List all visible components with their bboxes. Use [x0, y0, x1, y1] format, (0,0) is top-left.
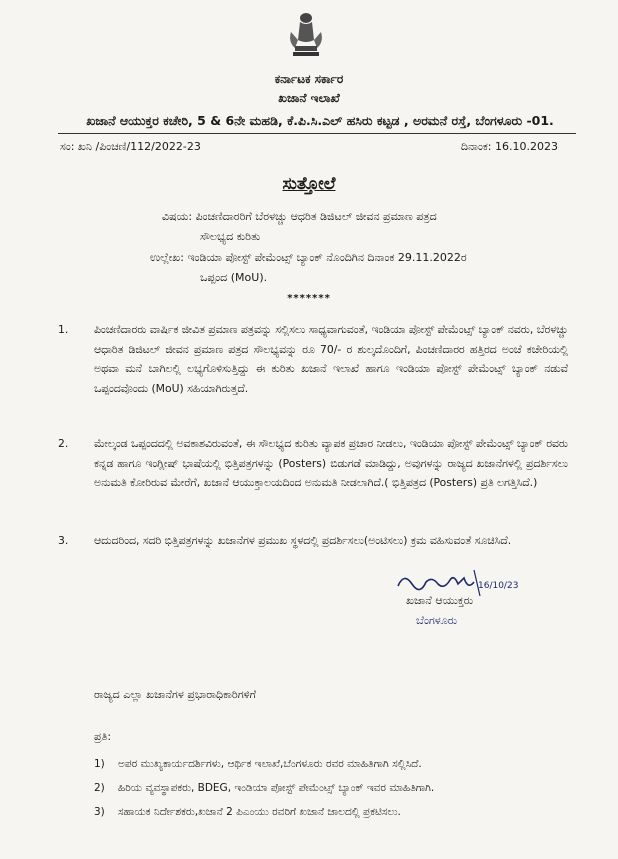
department-name: ಖಜಾನೆ ಇಲಾಖೆ [278, 91, 340, 105]
copy-number: 2) [94, 782, 105, 794]
addressee: ರಾಜ್ಯದ ಎಲ್ಲಾ ಖಜಾನೆಗಳ ಪ್ರಭಾರಾಧಿಕಾರಿಗಳಿಗೆ [94, 688, 257, 701]
paragraph-text: ಮೇಲ್ಕಂಡ ಒಪ್ಪಂದದಲ್ಲಿ ಅವಕಾಶವಿರುವಂತೆ, ಈ ಸೌಲಭ್ಯದ ಕುರಿತು ವ್ಯಾಪಕ ಪ್ರಚಾರ ನೀಡಲು, ಇಂಡಿಯಾ ಪೋಸ್ಟ್ ಪೇಮೆಂಟ್ಸ್ ಬ್ಯಾಂಕ್ ರವರು ಕನ್ನಡ ಹಾಗೂ ಇಂಗ್ಲೀಷ್ ಭಾಷೆಯಲ್ಲಿ ಭಿತ್ತಿಪತ್ರಗಳನ್ನು (Posters) ಬಿಡುಗಡೆ ಮಾಡಿದ್ದು, ಅವುಗಳನ್ನು ರಾಜ್ಯದ ಖಜಾನೆಗಳಲ್ಲಿ ಪ್ರದರ್ಶಿಸಲು ಅನುಮತಿ ಕೋರಿರುವ ಮೇರೆಗೆ, ಖಜಾನೆ ಆಯುಕ್ತಾಲಯದಿಂದ ಅನುಮತಿ ನೀಡಲಾಗಿದೆ.( ಭಿತ್ತಿಪತ್ರದ (Posters) ಪ್ರತಿ ಲಗತ್ತಿಸಿದೆ.) [94, 437, 568, 489]
subject-block [162, 207, 562, 247]
svg-text:16/10/23: 16/10/23 [478, 581, 519, 591]
copy-item [94, 782, 434, 795]
karnataka-emblem-icon [285, 12, 327, 58]
government-name: ಕರ್ನಾಟಕ ಸರ್ಕಾರ [274, 72, 344, 86]
copy-number: 3) [94, 806, 105, 818]
copy-text: ಹಿರಿಯ ವ್ಯವಸ್ಥಾಪಕರು, BDEG, ಇಂಡಿಯಾ ಪೋಸ್ಟ್ ಪೇಮೆಂಟ್ಸ್ ಬ್ಯಾಂಕ್ ಇವರ ಮಾಹಿತಿಗಾಗಿ. [118, 782, 435, 794]
copy-label: ಪ್ರತಿ: [94, 730, 112, 743]
paragraph-text: ಪಿಂಚಣಿದಾರರು ವಾರ್ಷಿಕ ಜೀವಿತ ಪ್ರಮಾಣ ಪತ್ರವನ್ನು ಸಲ್ಲಿಸಲು ಸಾಧ್ಯವಾಗುವಂತೆ, ಇಂಡಿಯಾ ಪೋಸ್ಟ್ ಪೇಮೆಂಟ್ಸ್ ಬ್ಯಾಂಕ್ ನವರು, ಬೆರಳಚ್ಚು ಆಧಾರಿತ ಡಿಜಿಟಲ್ ಜೀವನ ಪ್ರಮಾಣ ಪತ್ರದ ಸೌಲಭ್ಯವನ್ನು ರೂ 70/- ರ ಶುಲ್ಕದೊಂದಿಗೆ, ಪಿಂಚಣಿದಾರರ ಹತ್ತಿರದ ಅಂಚೆ ಕಚೇರಿಯಲ್ಲಿ ಅಥವಾ ಮನೆ ಬಾಗಿಲಲ್ಲಿ ಲಭ್ಯಗೊಳಿಸುತ್ತಿದ್ದು ಈ ಕುರಿತು ಖಜಾನೆ ಇಲಾಖೆ ಹಾಗೂ ಇಂಡಿಯಾ ಪೋಸ್ಟ್ ಪೇಮೆಂಟ್ಸ್ ಬ್ಯಾಂಕ್ ನಡುವೆ ಒಪ್ಪಂದವೊಂದು (MoU) ಸಹಿಯಾಗಿರುತ್ತದೆ. [94, 323, 568, 395]
paragraph-number: 2. [58, 437, 69, 450]
copy-text: ಅಪರ ಮುಖ್ಯಕಾರ್ಯದರ್ಶಿಗಳು, ಆರ್ಥಿಕ ಇಲಾಖೆ,ಬೆಂಗಳೂರು ರವರ ಮಾಹಿತಿಗಾಗಿ ಸಲ್ಲಿಸಿದೆ. [118, 758, 422, 770]
paragraph-text: ಆದುದರಿಂದ, ಸದರಿ ಭಿತ್ತಿಪತ್ರಗಳನ್ನು ಖಜಾನೆಗಳ ಪ್ರಮುಖ ಸ್ಥಳದಲ್ಲಿ ಪ್ರದರ್ಶಿಸಲು(ಅಂಟಿಸಲು) ಕ್ರಮ ವಹಿಸುವಂತೆ ಸೂಚಿಸಿದೆ. [94, 534, 512, 547]
paragraph-number: 1. [58, 323, 69, 336]
reference-line1: ಇಂಡಿಯಾ ಪೋಸ್ಟ್ ಪೇಮೆಂಟ್ಸ್ ಬ್ಯಾಂಕ್ ನೊಂದಿಗಿನ ದಿನಾಂಕ 29.11.2022ರ [187, 251, 467, 264]
signatory-designation: ಖಜಾನೆ ಆಯುಕ್ತರು [406, 594, 474, 607]
paragraph-3 [58, 531, 568, 551]
paragraph-2 [58, 434, 568, 493]
subject-line1: ಪಿಂಚಣಿದಾರರಿಗೆ ಬೆರಳಚ್ಚು ಆಧರಿತ ಡಿಜಿಟಲ್ ಜೀವನ ಪ್ರಮಾಣ ಪತ್ರದ [195, 210, 437, 223]
subject-line2: ಸೌಲಭ್ಯದ ಕುರಿತು [200, 230, 261, 243]
copy-item [94, 758, 422, 771]
signatory-place: ಬೆಂಗಳೂರು [416, 614, 458, 627]
page-title: ಸುತ್ತೋಲೆ [282, 174, 336, 194]
reference-block [150, 248, 550, 288]
copy-number: 1) [94, 758, 105, 770]
reference-line2: ಒಪ್ಪಂದ (MoU). [200, 271, 268, 284]
copy-item [94, 806, 401, 819]
paragraph-1 [58, 320, 568, 398]
reference-number: ಸಂ: ಖನಿ /ಪಿಂಚಣಿ/112/2022-23 [60, 140, 201, 153]
paragraph-number: 3. [58, 534, 69, 547]
subject-label: ವಿಷಯ: [162, 210, 193, 223]
document-date: ದಿನಾಂಕ: 16.10.2023 [460, 140, 558, 153]
reference-label: ಉಲ್ಲೇಖ: [150, 251, 184, 264]
header-divider [58, 133, 576, 134]
office-address: ಖಜಾನೆ ಆಯುಕ್ತರ ಕಚೇರಿ, 5 & 6ನೇ ಮಹಡಿ, ಕೆ.ಪಿ.ಸಿ.ಎಲ್ ಹಸಿರು ಕಟ್ಟಡ , ಅರಮನೆ ರಸ್ತೆ, ಬೆಂಗಳೂರು -01. [86, 113, 554, 128]
separator: ******* [287, 293, 331, 304]
copy-text: ಸಹಾಯಕ ನಿರ್ದೇಶಕರು,ಖಜಾನೆ 2 ಪಿಎಂಯು ರವರಿಗೆ ಖಜಾನೆ ಜಾಲದಲ್ಲಿ ಪ್ರಕಟಿಸಲು. [118, 806, 401, 818]
